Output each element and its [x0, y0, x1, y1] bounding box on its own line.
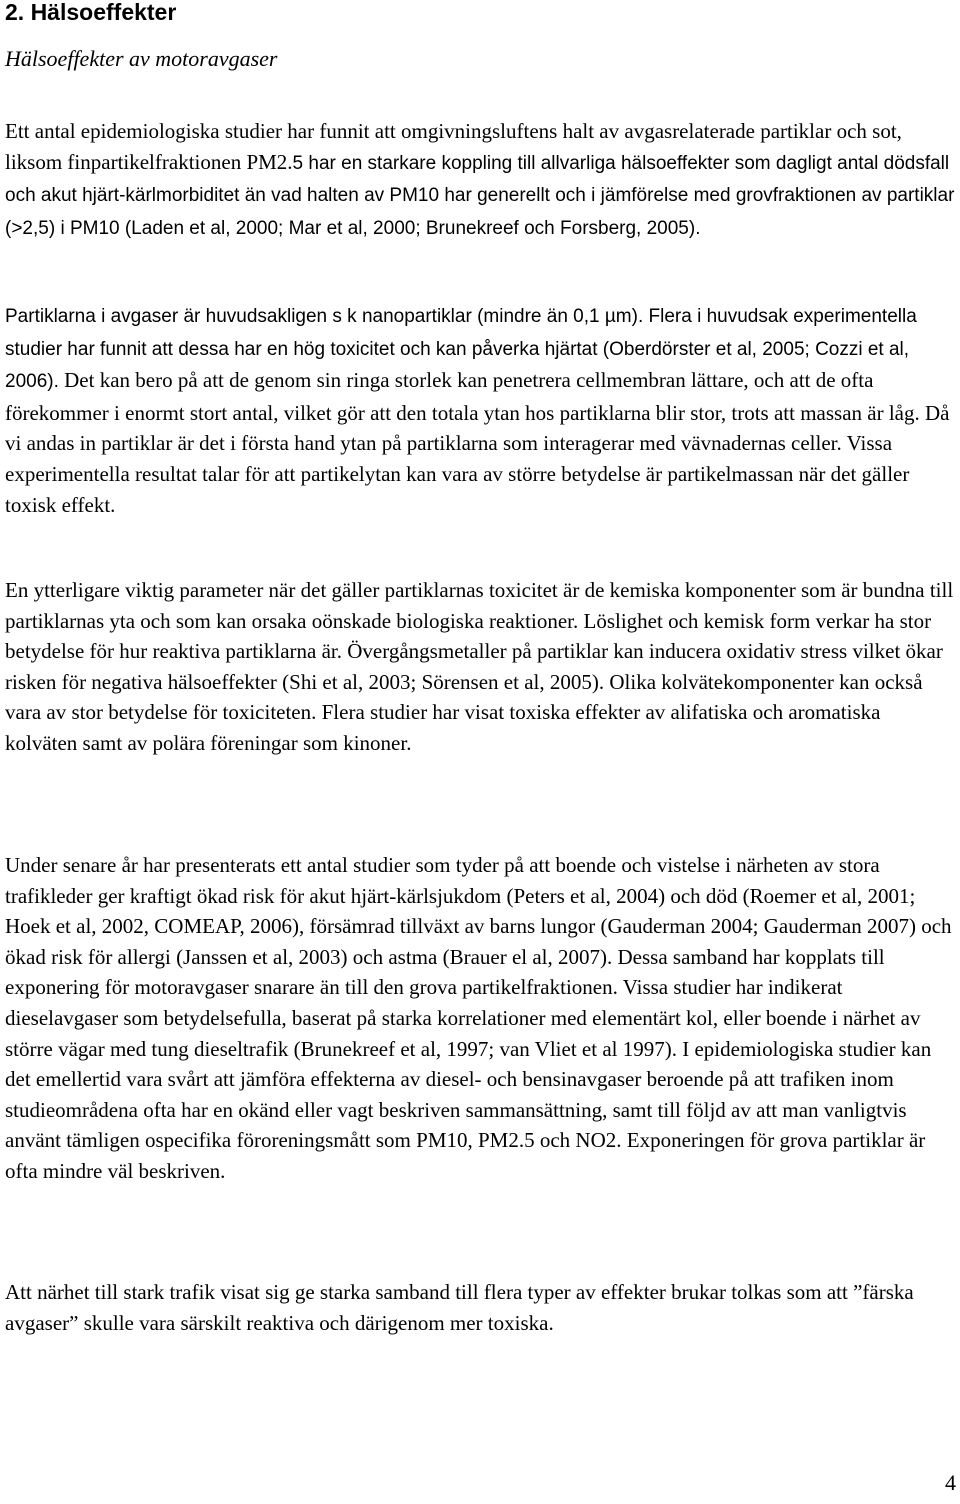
paragraph-2-part-a: Partiklarna i avgaser är huvudsakligen s k nanopartiklar (mindre än 0,1 µm).	[5, 306, 644, 327]
paragraph-2-part-b: Flera i huvudsak experimentella studier har funnit att dessa har en hög toxicitet och kan påverka hjärtat (Oberdörster et al, 2005; Cozzi et al, 2006).	[5, 306, 917, 393]
paragraph-1	[5, 116, 955, 244]
document-page	[5, 0, 957, 1335]
paragraph-1-part-a: Ett antal epidemiologiska studier har funnit att omgivningsluftens halt av avgasrelaterade partiklar och sot, liksom finpartikelfraktionen PM2.	[5, 119, 902, 174]
subsection-heading: Hälsoeffekter av motoravgaser	[5, 46, 278, 71]
paragraph-2-part-c: Det kan bero på att de genom sin ringa storlek kan penetrera cellmembran lättare, och att de ofta förekommer i enormt stort antal, vilket gör att den totala ytan hos partiklarna blir stor, trots att massan är låg. Då vi andas in partiklar är det i första hand ytan på partiklarna som interagerar med vävnadernas celler. Vissa experimentella resultat talar för att partikelytan kan vara av större betydelse är partikelmassan när det gäller toxisk effekt.	[5, 368, 950, 517]
paragraph-5: Att närhet till stark trafik visat sig ge starka samband till flera typer av effekter brukar tolkas som att ”färska avgaser” skulle vara särskilt reaktiva och därigenom mer toxiska.	[5, 1280, 914, 1335]
paragraph-1-part-b: 5 har en starkare koppling till allvarliga hälsoeffekter som dagligt antal dödsfall och akut hjärt-kärlmorbiditet än vad halten av PM10 har generellt och i jämförelse med grovfraktionen av partiklar (>2,5) i PM10 (Laden et al, 2000; Mar et al, 2000; Brunekreef och Forsberg, 2005).	[5, 152, 955, 239]
page-number: 4	[945, 1470, 956, 1495]
paragraph-2	[5, 300, 955, 520]
paragraph-4: Under senare år har presenterats ett antal studier som tyder på att boende och vistelse i närheten av stora trafikleder ger kraftigt ökad risk för akut hjärt-kärlsjukdom (Peters et al, 2004) och död (Roemer et al, 2001; Hoek et al, 2002, COMEAP, 2006), försämrad tillväxt av barns lungor (Gauderman 2004; Gauderman 2007) och ökad risk för allergi (Janssen et al, 2003) och astma (Brauer el al, 2007). Dessa samband har kopplats till exponering för motoravgaser snarare än till den grova partikelfraktionen. Vissa studier har indikerat dieselavgaser som betydelsefulla, baserat på starka korrelationer med elementärt kol, eller boende i närhet av större vägar med tung dieseltrafik (Brunekreef et al, 1997; van Vliet et al 1997). I epidemiologiska studier kan det emellertid vara svårt att jämföra effekterna av diesel- och bensinavgaser beroende på att trafiken inom studieområdena ofta har en okänd eller vagt beskriven sammansättning, samt till följd av att man vanligtvis använt tämligen ospecifika föroreningsmått som PM10, PM2.5 och NO2. Exponeringen för grova partiklar är ofta mindre väl beskriven.	[5, 853, 952, 1183]
section-heading: 2. Hälsoeffekter	[5, 0, 177, 25]
paragraph-3: En ytterligare viktig parameter när det gäller partiklarnas toxicitet är de kemiska komponenter som är bundna till partiklarnas yta och som kan orsaka oönskade biologiska reaktioner. Löslighet och kemisk form verkar ha stor betydelse för hur reaktiva partiklarna är. Övergångsmetaller på partiklar kan inducera oxidativ stress vilket ökar risken för negativa hälsoeffekter (Shi et al, 2003; Sörensen et al, 2005). Olika kolvätekomponenter kan också vara av stor betydelse för toxiciteten. Flera studier har visat toxiska effekter av alifatiska och aromatiska kolväten samt av polära föreningar som kinoner.	[5, 578, 954, 755]
